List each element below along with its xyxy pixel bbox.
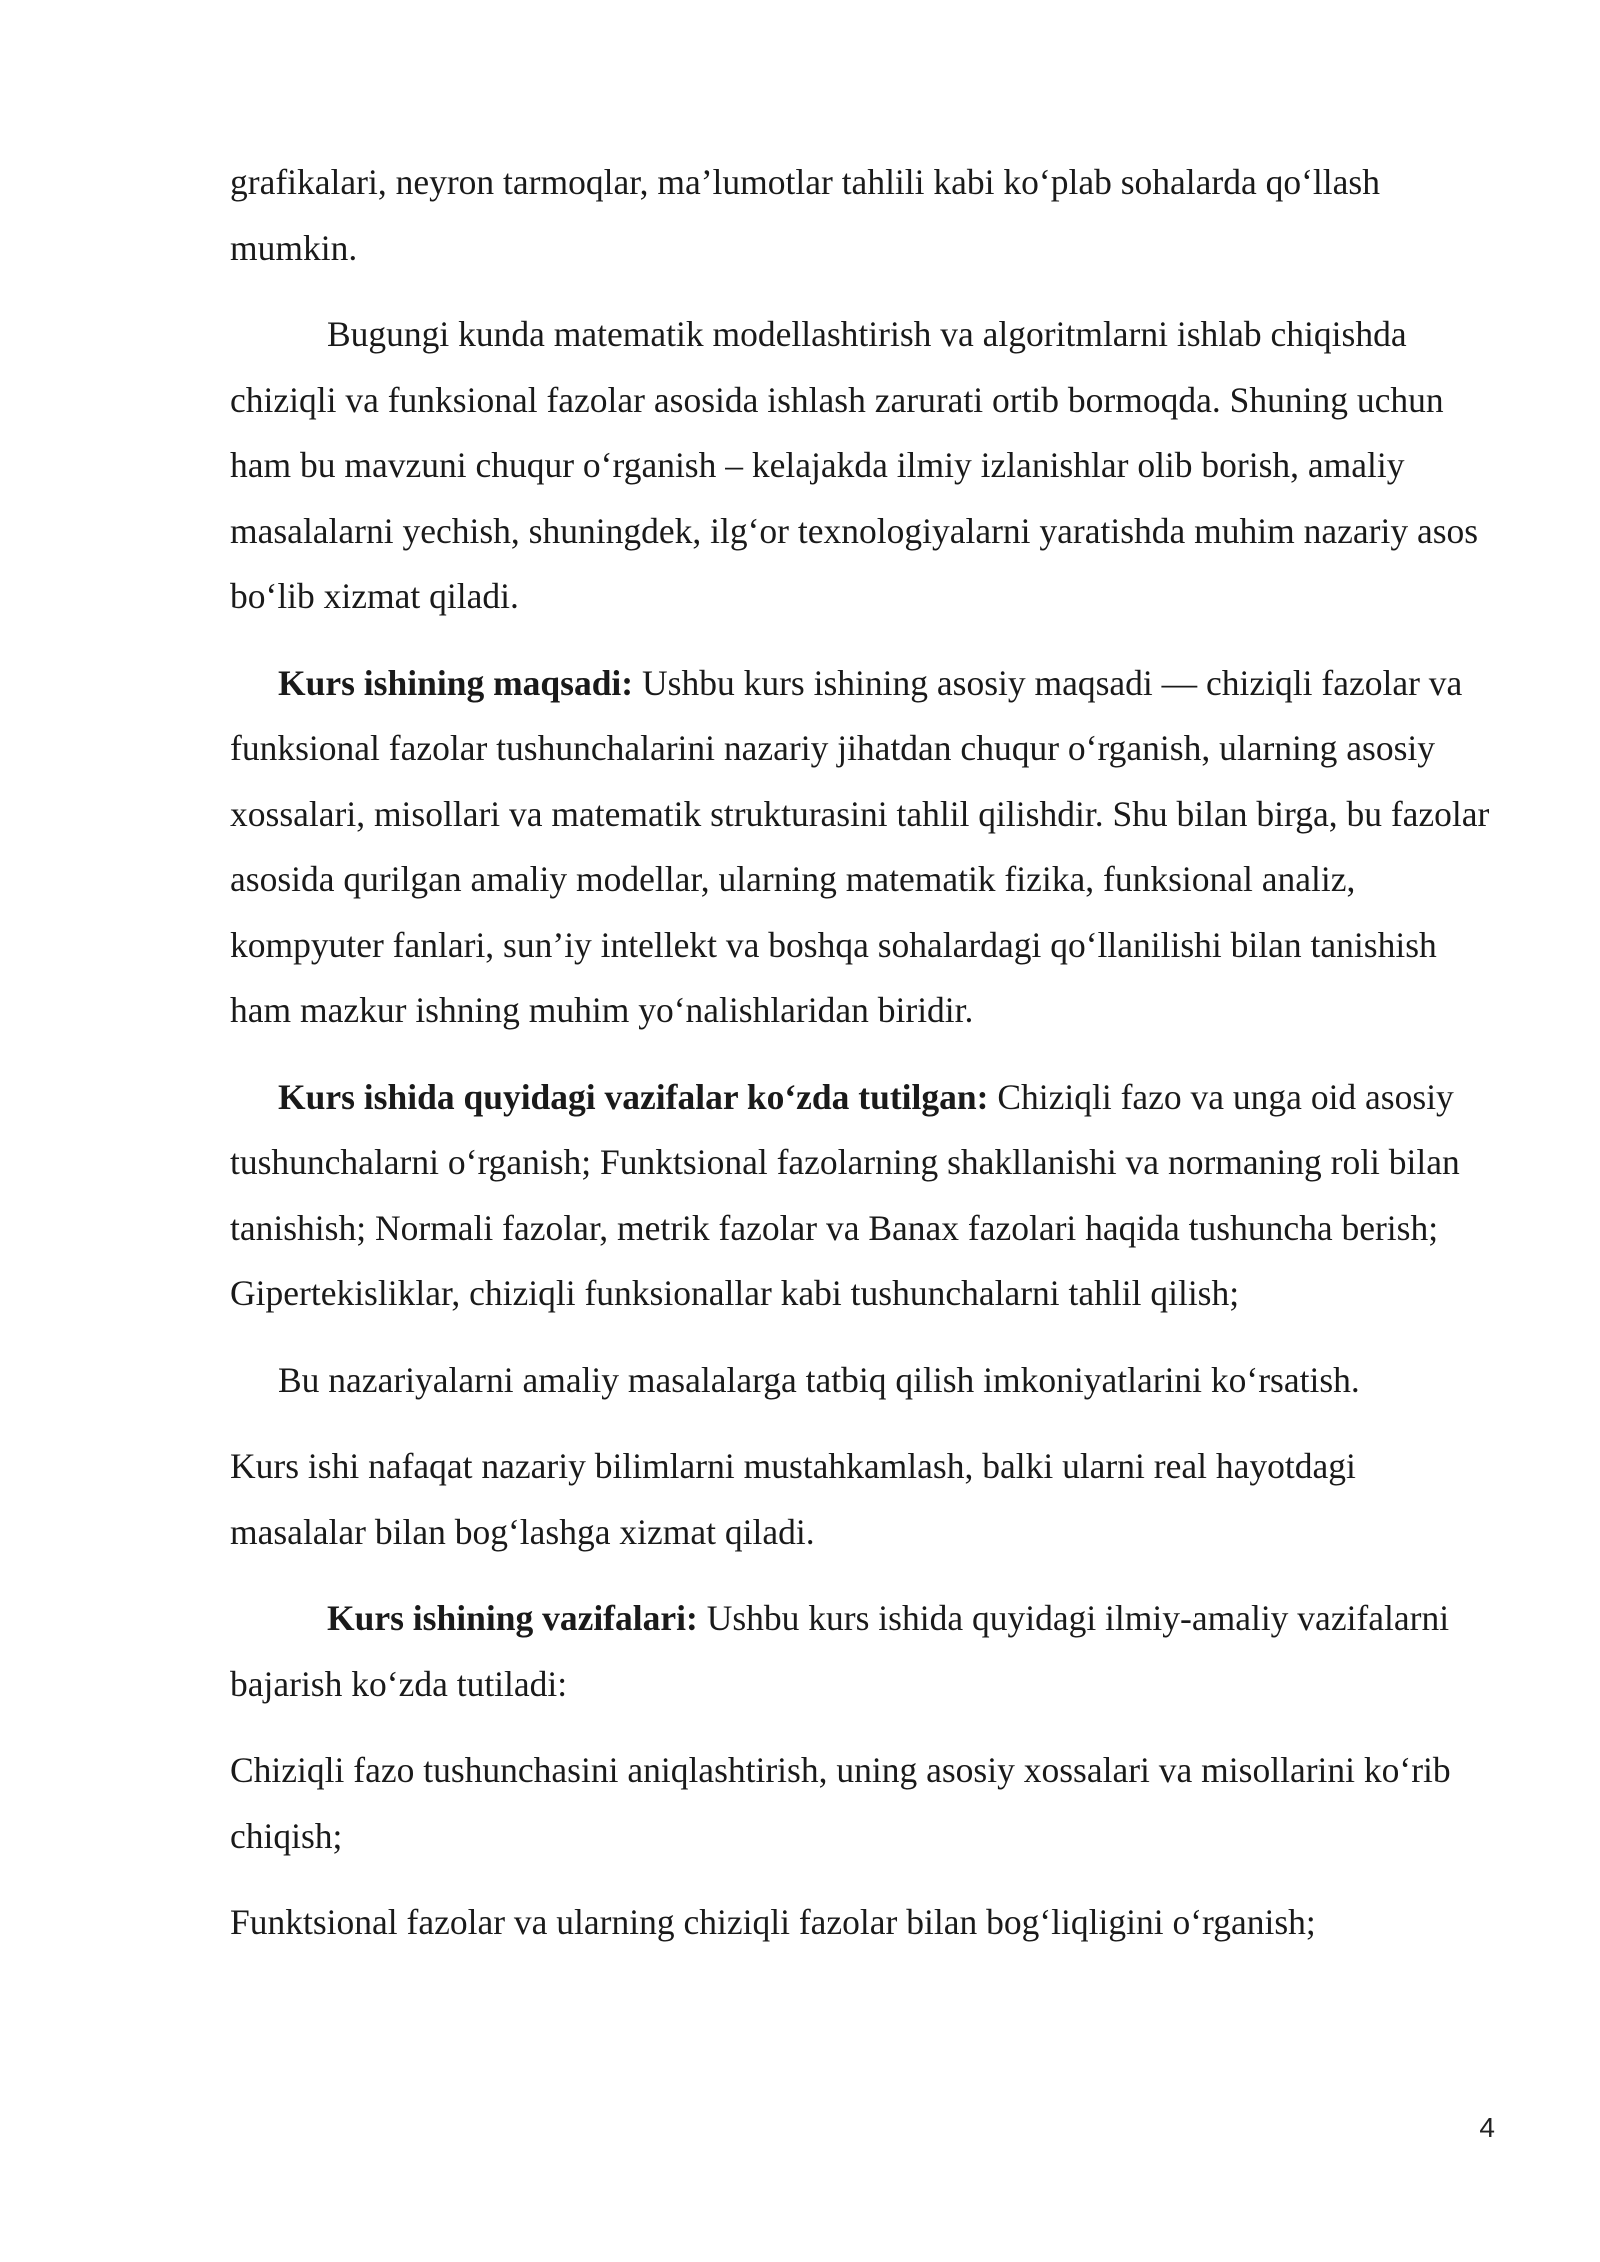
paragraph-application xyxy=(230,1348,1490,1414)
paragraph-course-purpose xyxy=(230,1434,1490,1565)
paragraph-text: Bu nazariyalarni amaliy masalalarga tatbiq qilish imkoniyatlarini ko‘rsatish. xyxy=(278,1359,1360,1400)
paragraph-course-objectives xyxy=(230,1586,1490,1717)
paragraph-introduction-relevance xyxy=(230,302,1490,630)
paragraph-text: Chiziqli fazo va unga oid asosiy tushunchalarni o‘rganish; Funktsional fazolarning shakllanishi va normaning roli bilan tanishish; Normali fazolar, metrik fazolar va Banax fazolari haqida tushuncha berish; Gipertekisliklar, chiziqli funksionallar kabi tushunchalarni tahlil qilish; xyxy=(230,1076,1460,1313)
paragraph-course-goal xyxy=(230,651,1490,1044)
paragraph-objective-linear-space xyxy=(230,1738,1490,1869)
paragraph-heading-objectives: Kurs ishining vazifalari: xyxy=(327,1598,698,1638)
paragraph-text: Ushbu kurs ishining asosiy maqsadi — chiziqli fazolar va funksional fazolar tushunchalarini nazariy jihatdan chuqur o‘rganish, ularning asosiy xossalari, misollari va matematik strukturasini tahlil qilishdir. Shu bilan birga, bu fazolar asosida qurilgan amaliy modellar, ularning matematik fizika, funksional analiz, kompyuter fanlari, sun’iy intellekt va boshqa sohalardagi qo‘llanilishi bilan tanishish ham mazkur ishning muhim yo‘nalishlaridan biridir. xyxy=(230,662,1490,1030)
paragraph-text: Kurs ishi nafaqat nazariy bilimlarni mustahkamlash, balki ularni real hayotdagi masalalar bilan bog‘lashga xizmat qiladi. xyxy=(230,1446,1356,1552)
paragraph-text: Ushbu kurs ishida quyidagi ilmiy-amaliy vazifalarni bajarish ko‘zda tutiladi: xyxy=(230,1598,1450,1704)
paragraph-text: Bugungi kunda matematik modellashtirish va algoritmlarni ishlab chiqishda chiziqli va funksional fazolar asosida ishlash zarurati ortib bormoqda. Shuning uchun ham bu mavzuni chuqur o‘rganish – kelajakda ilmiy izlanishlar olib borish, amaliy masalalarni yechish, shuningdek, ilg‘or texnologiyalarni yaratishda muhim nazariy asos bo‘lib xizmat qiladi. xyxy=(230,314,1479,616)
paragraph-text: Chiziqli fazo tushunchasini aniqlashtirish, uning asosiy xossalari va misollarini ko‘rib chiqish; xyxy=(230,1750,1451,1856)
paragraph-objective-functional-space xyxy=(230,1890,1490,1956)
page-number: 4 xyxy=(1479,2112,1495,2143)
paragraph-text: grafikalari, neyron tarmoqlar, ma’lumotlar tahlili kabi ko‘plab sohalarda qo‘llash mumkin. xyxy=(230,162,1380,268)
paragraph-heading-goal: Kurs ishining maqsadi: xyxy=(278,662,634,703)
paragraph-continuation xyxy=(230,150,1490,281)
document-body xyxy=(230,150,1490,1977)
paragraph-course-tasks-list xyxy=(230,1065,1490,1327)
paragraph-text: Funktsional fazolar va ularning chiziqli fazolar bilan bog‘liqligini o‘rganish; xyxy=(230,1902,1316,1942)
paragraph-heading-tasks: Kurs ishida quyidagi vazifalar ko‘zda tutilgan: xyxy=(278,1076,989,1117)
